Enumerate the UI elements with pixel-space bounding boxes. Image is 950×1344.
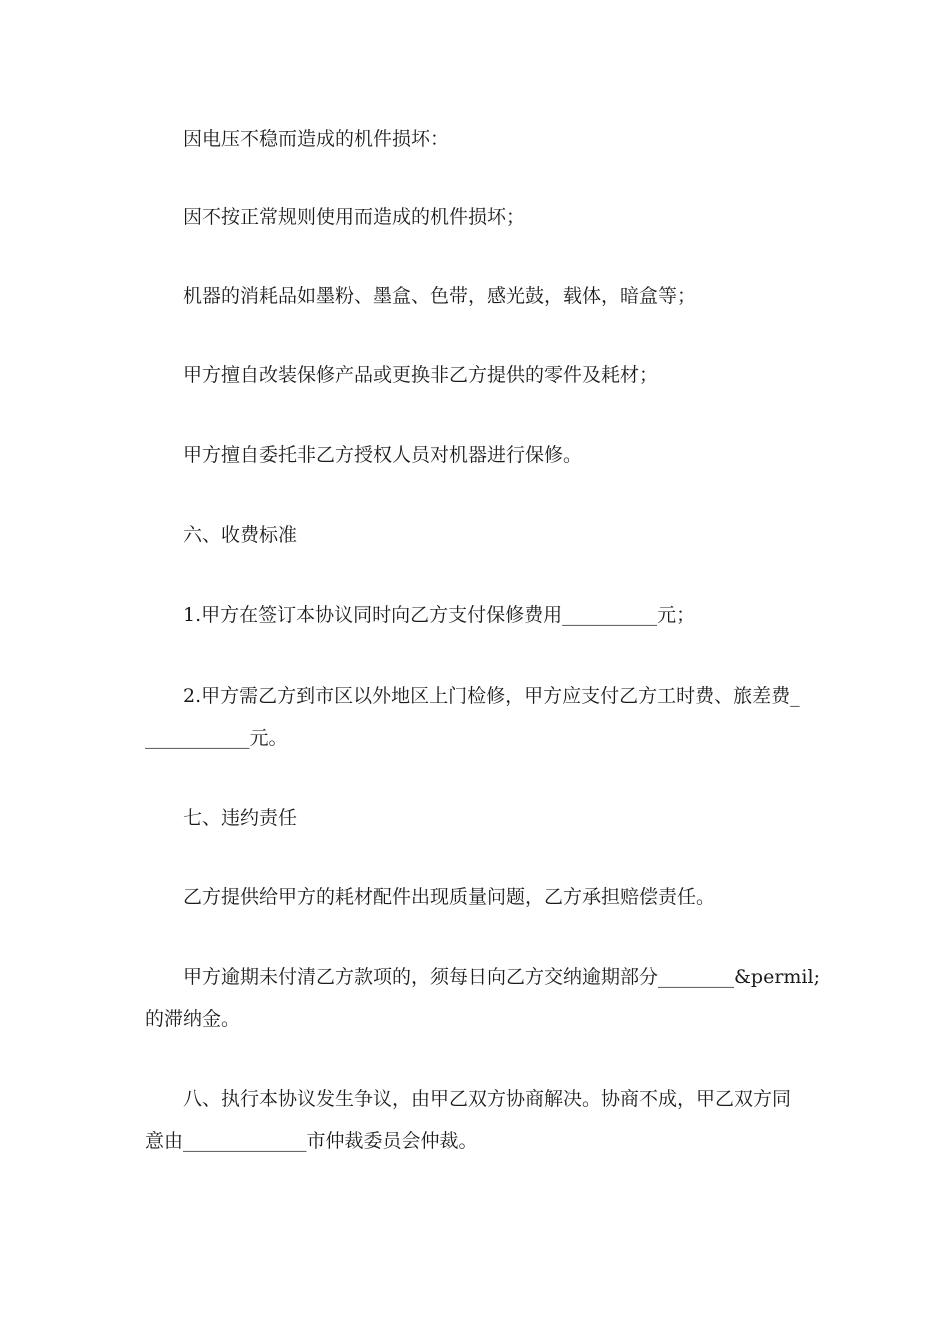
paragraph-text: 甲方擅自改装保修产品或更换非乙方提供的零件及耗材； — [183, 364, 659, 386]
paragraph-fee-1 — [145, 594, 805, 636]
paragraph-line-2: 意由_____________市仲裁委员会仲裁。 — [145, 1130, 478, 1152]
paragraph-unauthorized-modification — [145, 354, 805, 396]
paragraph-voltage-damage — [145, 118, 805, 160]
paragraph-late-payment — [145, 956, 820, 1040]
paragraph-text: 机器的消耗品如墨粉、墨盒、色带，感光鼓，载体，暗盒等； — [183, 285, 697, 307]
paragraph-consumables — [145, 275, 805, 317]
section-heading: 六、收费标准 — [183, 524, 298, 546]
section-heading-liability — [145, 797, 805, 839]
section-heading-fees — [145, 514, 805, 556]
paragraph-dispute-arbitration — [145, 1078, 805, 1162]
paragraph-improper-use — [145, 196, 805, 238]
paragraph-text: 甲方擅自委托非乙方授权人员对机器进行保修。 — [183, 444, 583, 466]
paragraph-line-1: 八、执行本协议发生争议，由甲乙双方协商解决。协商不成，甲乙双方同 — [183, 1088, 792, 1110]
paragraph-text: 因电压不稳而造成的机件损坏： — [183, 128, 450, 150]
paragraph-line-1: 2.甲方需乙方到市区以外地区上门检修，甲方应支付乙方工时费、旅差费_ — [183, 685, 800, 707]
paragraph-line-2: ___________元。 — [145, 727, 288, 749]
paragraph-text: 1.甲方在签订本协议同时向乙方支付保修费用__________元； — [183, 604, 696, 626]
paragraph-quality-liability — [145, 876, 805, 918]
paragraph-line-2: 的滞纳金。 — [145, 1008, 241, 1030]
paragraph-fee-2 — [145, 675, 805, 759]
section-heading: 七、违约责任 — [183, 807, 298, 829]
paragraph-unauthorized-repair — [145, 434, 805, 476]
paragraph-line-1: 甲方逾期未付清乙方款项的，须每日向乙方交纳逾期部分________&permil; — [183, 966, 820, 988]
paragraph-text: 因不按正常规则使用而造成的机件损坏； — [183, 206, 526, 228]
paragraph-text: 乙方提供给甲方的耗材配件出现质量问题，乙方承担赔偿责任。 — [183, 886, 716, 908]
